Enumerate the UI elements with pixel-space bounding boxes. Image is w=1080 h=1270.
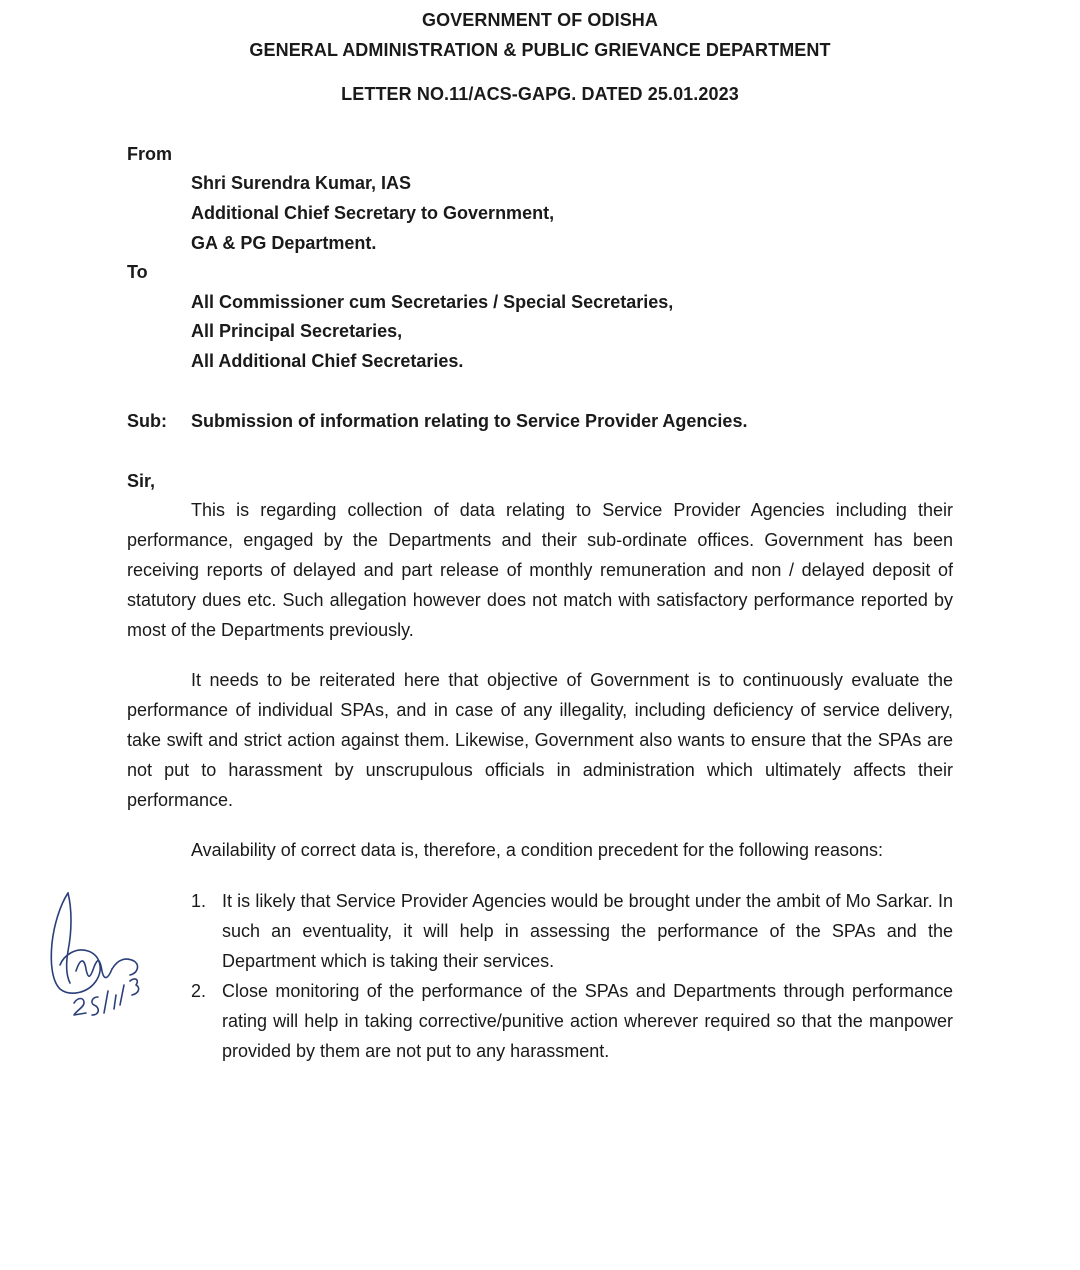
subject-label: Sub: [127,411,167,431]
handwritten-signature [30,885,170,1025]
from-line-designation: Additional Chief Secretary to Government, [191,203,555,223]
body-paragraph-1: This is regarding collection of data relating to Service Provider Agencies including their performance, engaged by the Departments and their sub-ordinate offices. Government has been receiving reports of delayed and part release of monthly remuneration and non / delayed deposit of statutory dues etc. Such allegation however does not match with satisfactory performance reported by most of the Departments previously. [127,500,953,640]
to-label: To [127,262,148,282]
from-line-name: Shri Surendra Kumar, IAS [191,173,412,193]
to-line-commissioners: All Commissioner cum Secretaries / Special Secretaries, [191,292,674,312]
list-item [191,886,953,976]
list-item [191,976,953,1066]
reasons-list [191,886,953,1066]
list-item-text: It is likely that Service Provider Agencies would be brought under the ambit of Mo Sarkar. In such an eventuality, it will help in assessing the performance of the SPAs and the Department which is taking their services. [222,891,953,971]
body-paragraph-2: It needs to be reiterated here that objective of Government is to continuously evaluate the performance of individual SPAs, and in case of any illegality, including deficiency of service delivery, take swift and strict action against them. Likewise, Government also wants to ensure that the SPAs are not put to harassment by unscrupulous officials in administration which ultimately affects their performance. [127,670,953,810]
department-heading: GENERAL ADMINISTRATION & PUBLIC GRIEVANCE DEPARTMENT [249,40,831,60]
subject-text: Submission of information relating to Service Provider Agencies. [191,411,748,431]
salutation: Sir, [127,471,156,491]
body-paragraph-3: Availability of correct data is, therefore, a condition precedent for the following reasons: [191,840,884,860]
letter-reference: LETTER NO.11/ACS-GAPG. DATED 25.01.2023 [341,84,739,104]
government-heading: GOVERNMENT OF ODISHA [421,10,658,30]
from-label: From [127,144,172,164]
list-item-text: Close monitoring of the performance of the SPAs and Departments through performance rating will help in taking corrective/punitive action wherever required so that the manpower provided by them are not put to any harassment. [222,981,953,1061]
to-line-principal: All Principal Secretaries, [191,321,403,341]
list-item-number: 1. [191,891,207,911]
from-line-department: GA & PG Department. [191,233,377,253]
list-item-number: 2. [191,981,207,1001]
to-line-additional: All Additional Chief Secretaries. [191,351,464,371]
